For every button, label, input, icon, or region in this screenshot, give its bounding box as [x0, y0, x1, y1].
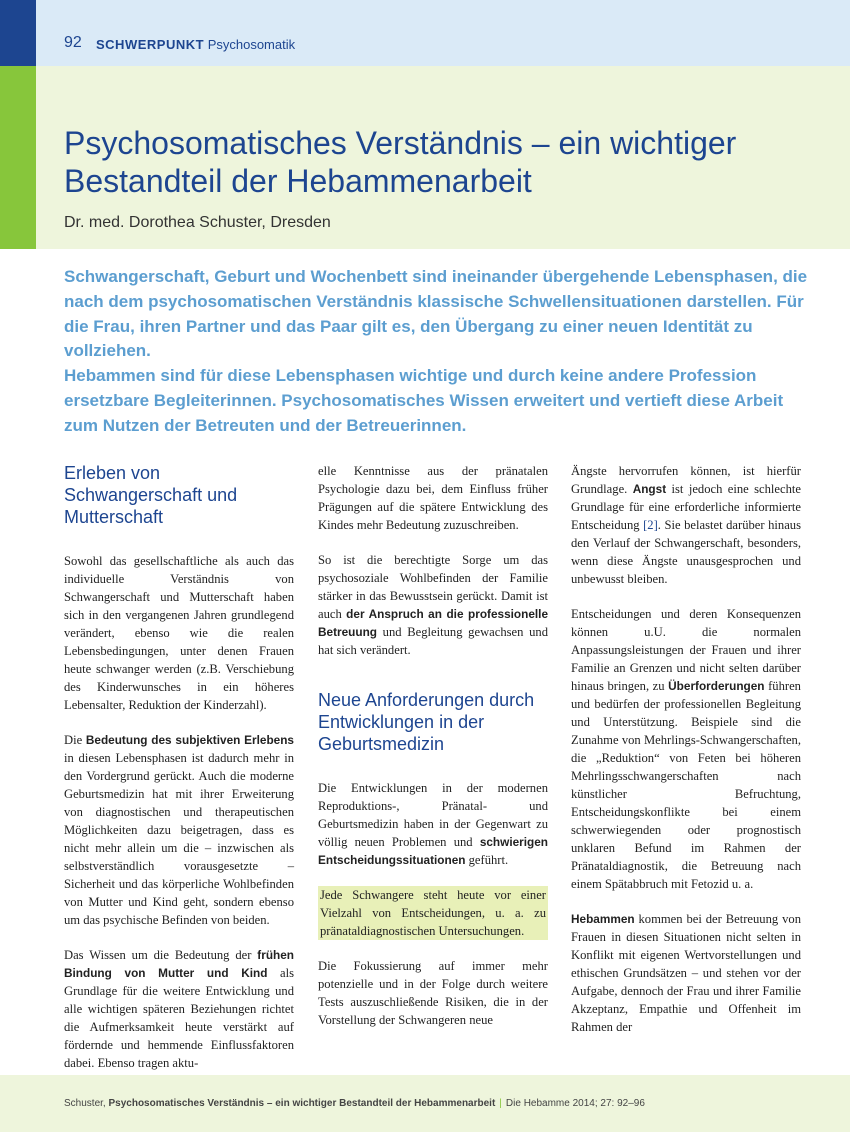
- paragraph: So ist die berechtigte Sorge um das psychosoziale Wohlbefinden der Familie stärker in das Bewusstsein gerückt. Damit ist auch der Anspruch an die professionelle Betreuung und Begleitung gewachsen und hat sich verändert.: [318, 553, 548, 657]
- topic-label: Psychosomatik: [207, 37, 296, 52]
- bold-term: Hebammen: [571, 912, 635, 926]
- paragraph: Die Bedeutung des subjektiven Erlebens in diesen Lebensphasen ist dadurch mehr in den Vordergrund gerückt. Auch die moderne Geburtsmedizin hat mit ihrer Erweiterung von diagnostischen und therapeutischen Möglichkeiten dazu beigetragen, dass es nicht mehr allein um die – inzwischen als selbstverständlich vorausgesetzte – Sicherheit und das körperliche Wohlbefinden von Mutter und Kind geht, sondern ebenso um das psychische Befinden von beiden.: [64, 733, 294, 927]
- bold-term: der Anspruch an die professionelle Betreuung: [318, 607, 548, 639]
- bold-term: schwierigen Entscheidungssituationen: [318, 835, 548, 867]
- section-label: SCHWERPUNKT: [96, 37, 205, 52]
- bold-term: Bedeutung des subjektiven Erlebens: [85, 733, 294, 747]
- lead-paragraph-2: Hebammen sind für diese Lebensphasen wichtige und durch keine andere Profession ersetzbare Begleiterinnen. Psychosomatisches Wissen erweitert und vertieft diese Arbeit zum Nutzen der Betreuten und der Betreuerinnen.: [64, 366, 784, 435]
- paragraph: Sowohl das gesellschaftliche als auch das individuelle Verständnis von Schwangerschaft und Mutterschaft haben sich in den vergangenen Jahren grundlegend verändert, ebenso wie die realen Lebensbedingungen, unter denen Frauen heute schwanger werden (z.B. Verschiebung des Kinderwunsches in ein höheres Lebensalter, Reduktion der Kinderzahl).: [64, 554, 294, 712]
- footer-journal: Die Hebamme 2014; 27: 92–96: [505, 1098, 645, 1109]
- section-heading-erleben: Erleben von Schwangerschaft und Mutterschaft: [64, 463, 238, 527]
- column-2: [318, 462, 548, 1046]
- title-accent-bar: [0, 66, 36, 249]
- header-band: [0, 0, 850, 66]
- paragraph: Die Entwicklungen in der modernen Reproduktions-, Pränatal- und Geburtsmedizin haben in der Gegenwart zu völlig neuen Problemen und schwierigen Entscheidungssituationen geführt.: [318, 781, 548, 867]
- paragraph: Das Wissen um die Bedeutung der frühen Bindung von Mutter und Kind als Grundlage für die weitere Entwicklung und alle wichtigen späteren Beziehungen richtet die Aufmerksamkeit heute verstärkt auf fördernde und hemmende Einflussfaktoren dabei. Ebenso tragen aktu-: [64, 948, 295, 1070]
- highlighted-callout: Jede Schwangere steht heute vor einer Vielzahl von Entscheidungen, u. a. zu pränataldiagnostischen Untersuchungen.: [320, 888, 546, 938]
- article-author: Dr. med. Dorothea Schuster, Dresden: [64, 214, 331, 231]
- lead-paragraph-1: Schwangerschaft, Geburt und Wochenbett sind ineinander übergehende Lebensphasen, die nach dem psychosomatischen Verständnis klassische Schwellensituationen darstellen. Für die Frau, ihren Partner und das Paar gilt es, den Übergang zu einer neuen Identität zu vollziehen.: [64, 267, 808, 361]
- column-3: [571, 462, 801, 1053]
- footer-author: Schuster,: [64, 1098, 106, 1109]
- paragraph: Hebammen kommen bei der Betreuung von Frauen in diesen Situationen nicht selten in Konflikt mit eigenen Wertvorstellungen und ethischen Grundsätzen – und stehen vor der Aufgabe, dennoch der Frau und ihrer Familie Akzeptanz, Empathie und Offenheit im Rahmen der: [571, 912, 801, 1034]
- bold-term: Überforderungen: [668, 679, 765, 693]
- paragraph: Die Fokussierung auf immer mehr potenzielle und in der Folge durch weitere Tests auszuschließende Risiken, die in der Vorstellung der Schwangeren neue: [318, 959, 548, 1027]
- section-heading-anforderungen: Neue Anforderungen durch Entwicklungen in der Geburtsmedizin: [318, 690, 535, 754]
- paragraph: elle Kenntnisse aus der pränatalen Psychologie dazu bei, dem Einfluss früher Prägungen auf die spätere Entwicklung des Kindes mehr Bedeutung zuzuschreiben.: [318, 464, 548, 532]
- footer-citation: [64, 1098, 645, 1109]
- section-kicker: [96, 37, 295, 52]
- bold-term: Angst: [632, 482, 667, 496]
- column-1: [64, 462, 294, 1089]
- article-lead: [64, 265, 814, 439]
- bold-term: frühen Bindung von Mutter und Kind: [64, 948, 294, 980]
- article-title: Psychosomatisches Verständnis – ein wichtiger Bestandteil der Hebammenarbeit: [64, 125, 737, 199]
- paragraph: Ängste hervorrufen können, ist hierfür Grundlage. Angst ist jedoch eine schlechte Grundlage für eine erforderliche informierte Entscheidung [2]. Sie belastet darüber hinaus den Verlauf der Schwangerschaft, besonders, wenn diese Ängste unausgesprochen und unbewusst bleiben.: [571, 464, 802, 586]
- footer-title: Psychosomatisches Verständnis – ein wichtiger Bestandteil der Hebammenarbeit: [108, 1098, 496, 1109]
- page-number: 92: [64, 34, 82, 51]
- paragraph: Entscheidungen und deren Konsequenzen können u.U. die normalen Anpassungsleistungen der Frauen und ihrer Familie an Grenzen und nicht selten darüber hinaus bringen, zu Überforderungen führen und bedürfen der professionellen Begleitung und Unterstützung. Beispiele sind die Zunahme von Mehrlings-Schwangerschaften, die „Reduktion“ von Feten bei höheren Mehrlingsschwangerschaften nach künstlicher Befruchtung, Entscheidungskonflikte bei einem schwerwiegenden oder prognostisch unklaren Befund im Rahmen der Pränataldiagnostik, die Betreuung nach einem Spätabbruch mit Fetozid u. a.: [571, 607, 801, 891]
- footer-separator: |: [499, 1098, 502, 1109]
- header-accent-bar: [0, 0, 36, 66]
- reference-link[interactable]: [2]: [643, 518, 658, 532]
